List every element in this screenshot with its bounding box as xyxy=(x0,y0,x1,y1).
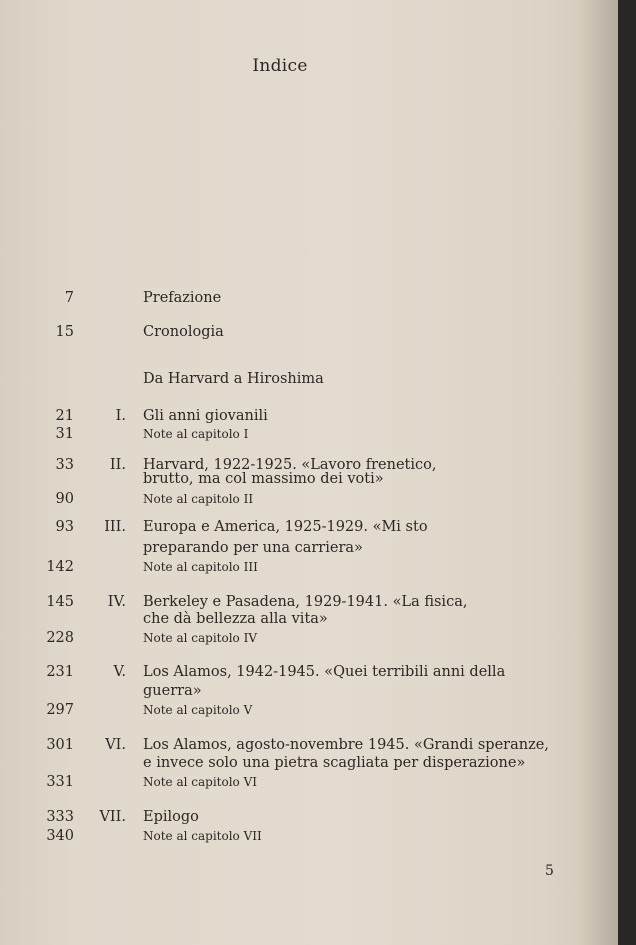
chapter-title-line: Harvard, 1922-1925. «Lavoro frenetico, xyxy=(143,457,437,473)
toc-page-number: 7 xyxy=(64,290,74,306)
toc-page-number: 340 xyxy=(46,828,74,844)
notes-label: Note al capitolo III xyxy=(143,560,258,574)
chapter-numeral: III. xyxy=(104,519,126,535)
notes-label: Note al capitolo II xyxy=(143,492,254,506)
toc-entry-label: Prefazione xyxy=(143,290,222,306)
toc-page-number: 31 xyxy=(55,426,74,442)
toc-page-number: 15 xyxy=(55,324,74,340)
toc-page-number: 231 xyxy=(46,664,74,680)
chapter-title-line: Epilogo xyxy=(143,809,199,825)
chapter-numeral: VII. xyxy=(99,809,126,825)
notes-label: Note al capitolo IV xyxy=(143,631,257,645)
chapter-numeral: VI. xyxy=(105,737,126,753)
chapter-title-line: Gli anni giovanili xyxy=(143,408,268,424)
toc-page-number: 228 xyxy=(46,630,74,646)
notes-label: Note al capitolo VII xyxy=(143,829,262,843)
chapter-numeral: IV. xyxy=(107,594,126,610)
page-folio: 5 xyxy=(545,863,554,879)
notes-label: Note al capitolo V xyxy=(143,703,253,717)
toc-page-number: 301 xyxy=(46,737,74,753)
chapter-numeral: V. xyxy=(113,664,126,680)
chapter-title-line: brutto, ma col massimo dei voti» xyxy=(143,471,384,487)
notes-label: Note al capitolo I xyxy=(143,427,249,441)
toc-page-number: 93 xyxy=(55,519,74,535)
chapter-numeral: I. xyxy=(115,408,126,424)
toc-page-number: 297 xyxy=(46,702,74,718)
toc-page-number: 142 xyxy=(46,559,74,575)
toc-page-number: 21 xyxy=(55,408,74,424)
chapter-title-line: Europa e America, 1925-1929. «Mi sto xyxy=(143,519,428,535)
chapter-title-line: Berkeley e Pasadena, 1929-1941. «La fisica, xyxy=(143,594,468,610)
notes-label: Note al capitolo VI xyxy=(143,775,257,789)
chapter-numeral: II. xyxy=(109,457,126,473)
chapter-title-line: che dà bellezza alla vita» xyxy=(143,611,328,627)
toc-page-number: 145 xyxy=(46,594,74,610)
part-title: Da Harvard a Hiroshima xyxy=(143,371,324,387)
toc-page-number: 331 xyxy=(46,774,74,790)
chapter-title-line: guerra» xyxy=(143,683,202,699)
toc-entry-label: Cronologia xyxy=(143,324,224,340)
chapter-title-line: Los Alamos, agosto-novembre 1945. «Grandi speranze, xyxy=(143,737,549,753)
chapter-title-line: e invece solo una pietra scagliata per disperazione» xyxy=(143,755,526,771)
page-title: Indice xyxy=(252,56,308,76)
toc-page-number: 333 xyxy=(46,809,74,825)
toc-page-number: 33 xyxy=(55,457,74,473)
chapter-title-line: preparando per una carriera» xyxy=(143,540,363,556)
chapter-title-line: Los Alamos, 1942-1945. «Quei terribili anni della xyxy=(143,664,506,680)
toc-page-number: 90 xyxy=(55,491,74,507)
